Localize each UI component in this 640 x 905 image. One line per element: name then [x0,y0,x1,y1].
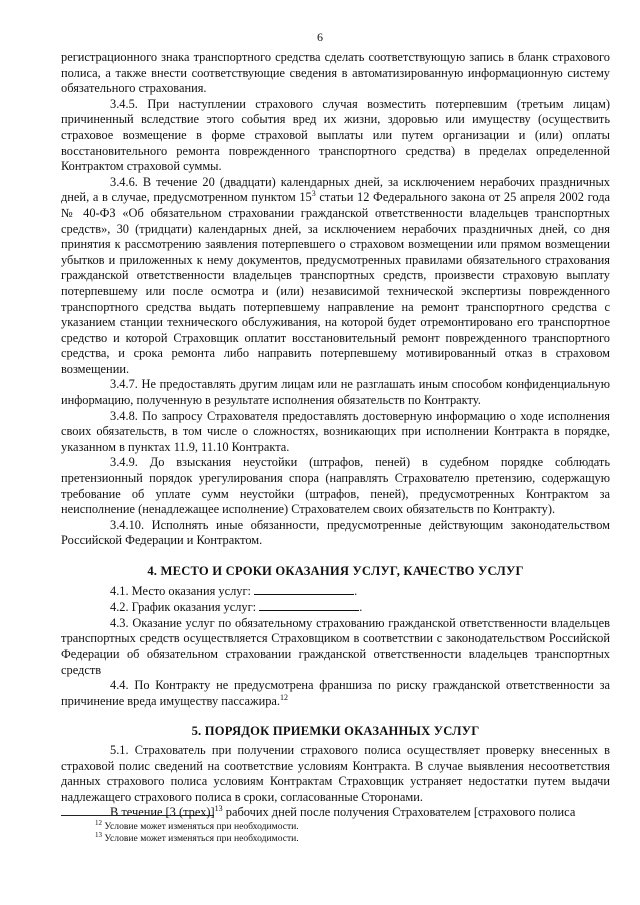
clause-3-4-10: 3.4.10. Исполнять иные обязанности, предусмотренные действующим законодательством Российской Федерации и Контрактом. [61,517,610,548]
clause-3-4-7: 3.4.7. Не предоставлять другим лицам или не разглашать иным способом конфиденциальную информацию, полученную в результате исполнения обязательств по Контракту. [61,377,610,408]
clause-4-2-label: 4.2. График оказания услуг: [110,600,257,615]
footnote-13 [95,830,595,845]
clause-5-2 [61,805,610,821]
page-number: 6 [317,30,323,44]
paragraph-continuation: регистрационного знака транспортного средства сделать соответствующую запись в бланк страхового полиса, а также внести соответствующие сведения в автоматизированную информационную систему обязательного страхования. [61,50,610,96]
clause-4-4-text: 4.4. По Контракту не предусмотрена франшиза по риску гражданской ответственности за причинение вреда имуществу пассажира. [61,678,610,708]
clause-5-1: 5.1. Страхователь при получении страхового полиса осуществляет проверку внесенных в страховой полис сведений на соответствие условиям Контракта. В случае выявления несоответствия данных страхового полиса условиям Контрактам Страховщик устраняет недостатки путем выдачи надлежащего страхового полиса в сроки, согласованные Сторонами. [61,742,610,804]
footnote-12 [95,818,595,833]
clause-3-4-5: 3.4.5. При наступлении страхового случая возместить потерпевшим (третьим лицам) причиненный вследствие этого события вред их жизни, здоровью или имуществу (осуществить страховое возмещение в форме страховой выплаты или путем организации и (или) оплаты восстановительного ремонта поврежденного транспортного средства) в пределах определенной Контрактом страховой суммы. [61,96,610,174]
section-5-heading: 5. ПОРЯДОК ПРИЕМКИ ОКАЗАННЫХ УСЛУГ [191,724,480,739]
clause-3-4-9: 3.4.9. До взыскания неустойки (штрафов, пеней) в судебном порядке соблюдать претензионный порядок урегулирования спора (направлять Страхователю претензию, содержащую требование об уплате сумм неустойки (штрафов, пеней), предусмотренных Контрактом за неисполнение (ненадлежащее исполнение) Страхователем своих обязательств по Контракту). [61,455,610,517]
clause-5-2-text-a: В течение [3 (трех)] [110,805,215,820]
clause-4-3: 4.3. Оказание услуг по обязательному страхованию гражданской ответственности владельцев транспортных средств осуществляется Страховщиком в соответствии с законодательством Российской Федерации об обязательном страховании гражданской ответственности владельцев транспортных средств [61,615,610,677]
clause-4-1: 4.1. Место оказания услуг: . [110,583,358,598]
clause-4-2: 4.2. График оказания услуг: . [110,600,363,615]
service-schedule-blank [259,599,359,611]
clause-3-4-6 [61,175,610,378]
footnote-text: Условие может изменяться при необходимости. [102,833,299,844]
clause-5-2-text-b: рабочих дней после получения Страхователем [страхового полиса [222,805,576,820]
section-4-heading: 4. МЕСТО И СРОКИ ОКАЗАНИЯ УСЛУГ, КАЧЕСТВО УСЛУГ [147,564,524,578]
footnote-ref-12: 12 [280,692,289,702]
footnotes [95,818,595,845]
place-of-service-blank [254,583,354,595]
footnote-mark: 12 [95,818,102,827]
document-body [61,50,610,821]
clause-3-4-6-superscript: 3 [311,189,316,199]
footnote-separator [61,815,214,816]
clause-4-1-label: 4.1. Место оказания услуг: [110,583,251,598]
clause-3-4-6-text-a: 3.4.6. В течение 20 (двадцати) календарных дней, за исключением нерабочих праздничных дней, а в случае, предусмотренном пунктом 15 [61,174,610,205]
footnote-mark: 13 [95,830,102,839]
footnote-text: Условие может изменяться при необходимости. [102,821,299,832]
clause-4-4 [61,678,610,709]
clause-3-4-8: 3.4.8. По запросу Страхователя предоставлять достоверную информацию о ходе исполнения своих обязательств, в том числе о сложностях, возникающих при исполнении Контракта в порядке, указанном в пунктах 11.9, 11.10 Контракта. [61,408,610,454]
footnote-ref-13: 13 [214,804,223,814]
clause-3-4-6-text-b: статьи 12 Федерального закона от 25 апреля 2002 года № 40-ФЗ «Об обязательном страховании гражданской ответственности владельцев транспортных средств», 30 (тридцати) календарных дней, за исключением нерабочих праздничных дней, со дня принятия к рассмотрению заявления потерпевшего о страховом возмещении или прямом возмещении убытков и приложенных к нему документов, предусмотренных правилами обязательного страхования гражданской ответственности владельцев транспортных средств, произвести страховую выплату потерпевшему или после осмотра и (или) независимой технической экспертизы поврежденного транспортного средства выдать потерпевшему направление на ремонт транспортного средства с указанием станции технического обслуживания, на которой будет отремонтировано его транспортное средство и которой Страховщик оплатит восстановительный ремонт поврежденного транспортного средства, и срока ремонта либо направить потерпевшему мотивированный отказ в страховом возмещении. [61,190,610,376]
